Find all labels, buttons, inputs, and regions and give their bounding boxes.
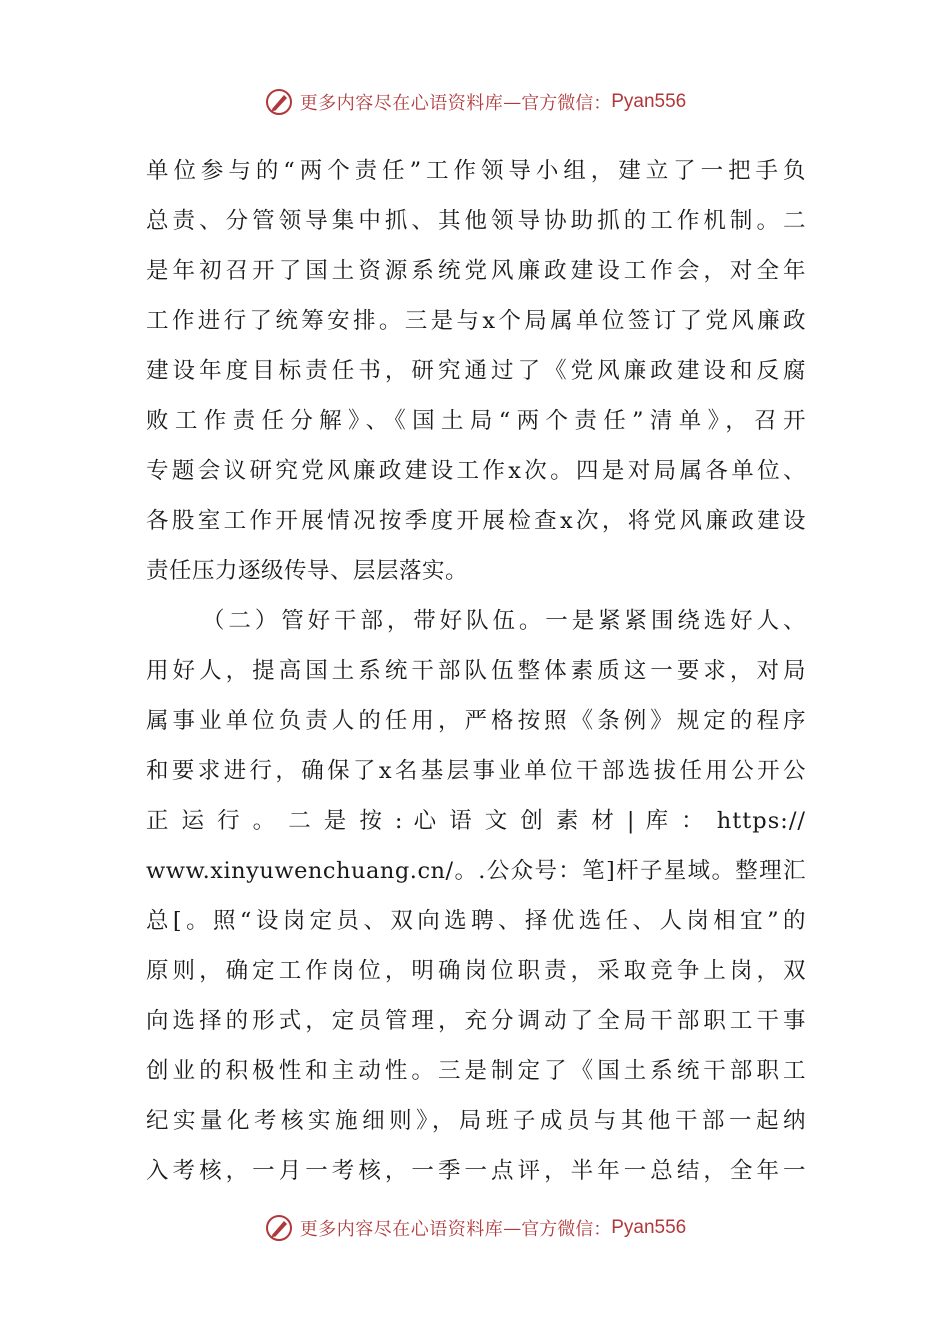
banner-dash: —	[503, 91, 522, 113]
text-line: 纪实量化考核实施细则》，局班子成员与其他干部一起纳	[146, 1108, 806, 1134]
text-line: 正 运 行 。 二 是 按 : 心 语 文 创 素 材 | 库 ： https://	[146, 808, 806, 834]
banner-wechat-label: 官方微信：	[521, 93, 612, 114]
text-line: 向选择的形式，定员管理，充分调动了全局干部职工干事	[146, 1008, 806, 1034]
text-line-url: www.xinyuwenchuang.cn/。.公众号：笔]杆子星域。整理汇	[146, 858, 806, 884]
text-line: 总责、分管领导集中抓、其他领导协助抓的工作机制。二	[146, 208, 806, 234]
text-line: 用好人，提高国土系统干部队伍整体素质这一要求，对局	[146, 658, 806, 684]
banner-wechat-id: Pyan556	[611, 1217, 687, 1238]
paragraph-heading-line: （二）管好干部，带好队伍。一是紧紧围绕选好人、	[202, 608, 806, 634]
text-line: 败工作责任分解》、《国土局“两个责任”清单》，召开	[146, 408, 806, 434]
banner-brand: 更多内容尽在心语资料库	[299, 1219, 504, 1240]
banner-wechat-label: 官方微信：	[521, 1219, 612, 1240]
text-line: 创业的积极性和主动性。三是制定了《国土系统干部职工	[146, 1058, 806, 1084]
document-body	[146, 146, 806, 1196]
text-line: 是年初召开了国土资源系统党风廉政建设工作会，对全年	[146, 258, 806, 284]
text-line: 单位参与的“两个责任”工作领导小组，建立了一把手负	[146, 158, 806, 184]
pen-logo-icon	[264, 87, 294, 117]
banner-dash: —	[503, 1217, 522, 1239]
pen-logo-icon	[264, 1213, 294, 1243]
text-line: 专题会议研究党风廉政建设工作x次。四是对局属各单位、	[146, 458, 806, 484]
text-line: 总[。照“设岗定员、双向选聘、择优选任、人岗相宜”的	[146, 908, 806, 934]
footer-watermark-banner	[0, 1208, 950, 1248]
text-line: 入考核，一月一考核，一季一点评，半年一总结，全年一	[146, 1158, 806, 1184]
banner-brand: 更多内容尽在心语资料库	[299, 93, 504, 114]
text-line: 建设年度目标责任书，研究通过了《党风廉政建设和反腐	[146, 358, 806, 384]
text-line: 原则，确定工作岗位，明确岗位职责，采取竞争上岗，双	[146, 958, 806, 984]
header-watermark-banner	[0, 82, 950, 122]
text-line: 属事业单位负责人的任用，严格按照《条例》规定的程序	[146, 708, 806, 734]
text-line: 各股室工作开展情况按季度开展检查x次，将党风廉政建设	[146, 508, 806, 534]
text-line: 和要求进行，确保了x名基层事业单位干部选拔任用公开公	[146, 758, 806, 784]
text-line: 工作进行了统筹安排。三是与x个局属单位签订了党风廉政	[146, 308, 806, 334]
banner-wechat-id: Pyan556	[611, 91, 687, 112]
text-line: 责任压力逐级传导、层层落实。	[146, 558, 469, 584]
